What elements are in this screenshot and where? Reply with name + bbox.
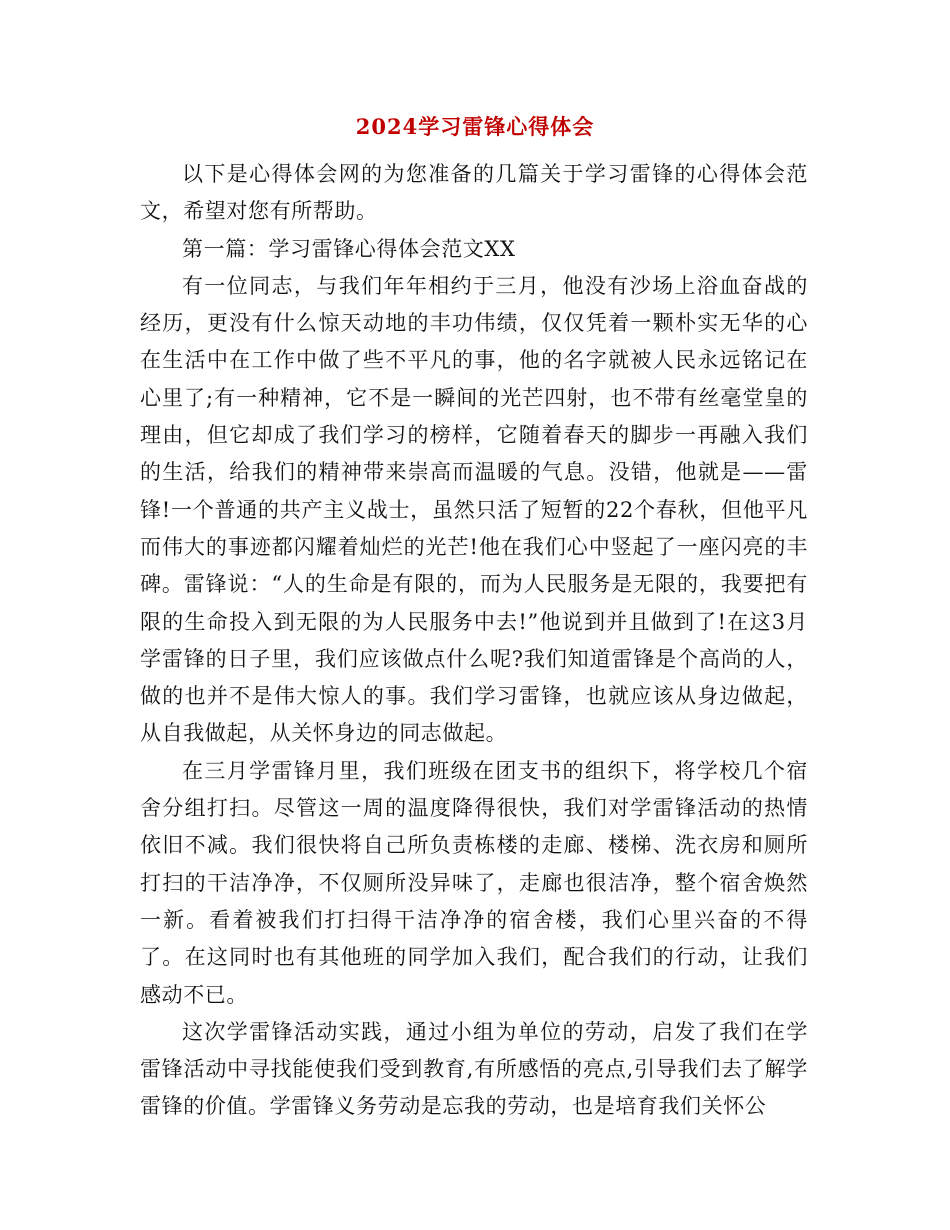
body-paragraph: 在三月学雷锋月里，我们班级在团支书的组织下，将学校几个宿舍分组打扫。尽管这一周的温度降得很快，我们对学雷锋活动的热情依旧不减。我们很快将自己所负责栋楼的走廊、楼梯、洗衣房和厕所打扫的干洁净净，不仅厕所没异味了，走廊也很洁净，整个宿舍焕然一新。看着被我们打扫得干洁净净的宿舍楼，我们心里兴奋的不得了。在这同时也有其他班的同学加入我们，配合我们的行动，让我们感动不已。 xyxy=(140,758,808,1007)
body-paragraph: 有一位同志，与我们年年相约于三月，他没有沙场上浴血奋战的经历，更没有什么惊天动地的丰功伟绩，仅仅凭着一颗朴实无华的心在生活中在工作中做了些不平凡的事，他的名字就被人民永远铭记在心里了;有一种精神，它不是一瞬间的光芒四射，也不带有丝毫堂皇的理由，但它却成了我们学习的榜样，它随着春天的脚步一再融入我们的生活，给我们的精神带来崇高而温暖的气息。没错，他就是——雷锋!一个普通的共产主义战士，虽然只活了短暂的22个春秋，但他平凡而伟大的事迹都闪耀着灿烂的光芒!他在我们心中竖起了一座闪亮的丰碑。雷锋说：“人的生命是有限的，而为人民服务是无限的，我要把有限的生命投入到无限的为人民服务中去!”他说到并且做到了!在这3月学雷锋的日子里，我们应该做点什么呢?我们知道雷锋是个高尚的人，做的也并不是伟大惊人的事。我们学习雷锋，也就应该从身边做起，从自我做起，从关怀身边的同志做起。 xyxy=(140,273,808,746)
body-paragraph: 这次学雷锋活动实践，通过小组为单位的劳动，启发了我们在学雷锋活动中寻找能使我们受到教育,有所感悟的亮点,引导我们去了解学雷锋的价值。学雷锋义务劳动是忘我的劳动，也是培育我们关怀公 xyxy=(140,1019,808,1119)
section-heading: 第一篇：学习雷锋心得体会范文XX xyxy=(182,236,516,261)
document-title: 2024学习雷锋心得体会 xyxy=(355,114,595,139)
intro-paragraph: 以下是心得体会网的为您准备的几篇关于学习雷锋的心得体会范文，希望对您有所帮助。 xyxy=(140,162,808,224)
document-body xyxy=(140,156,808,1126)
